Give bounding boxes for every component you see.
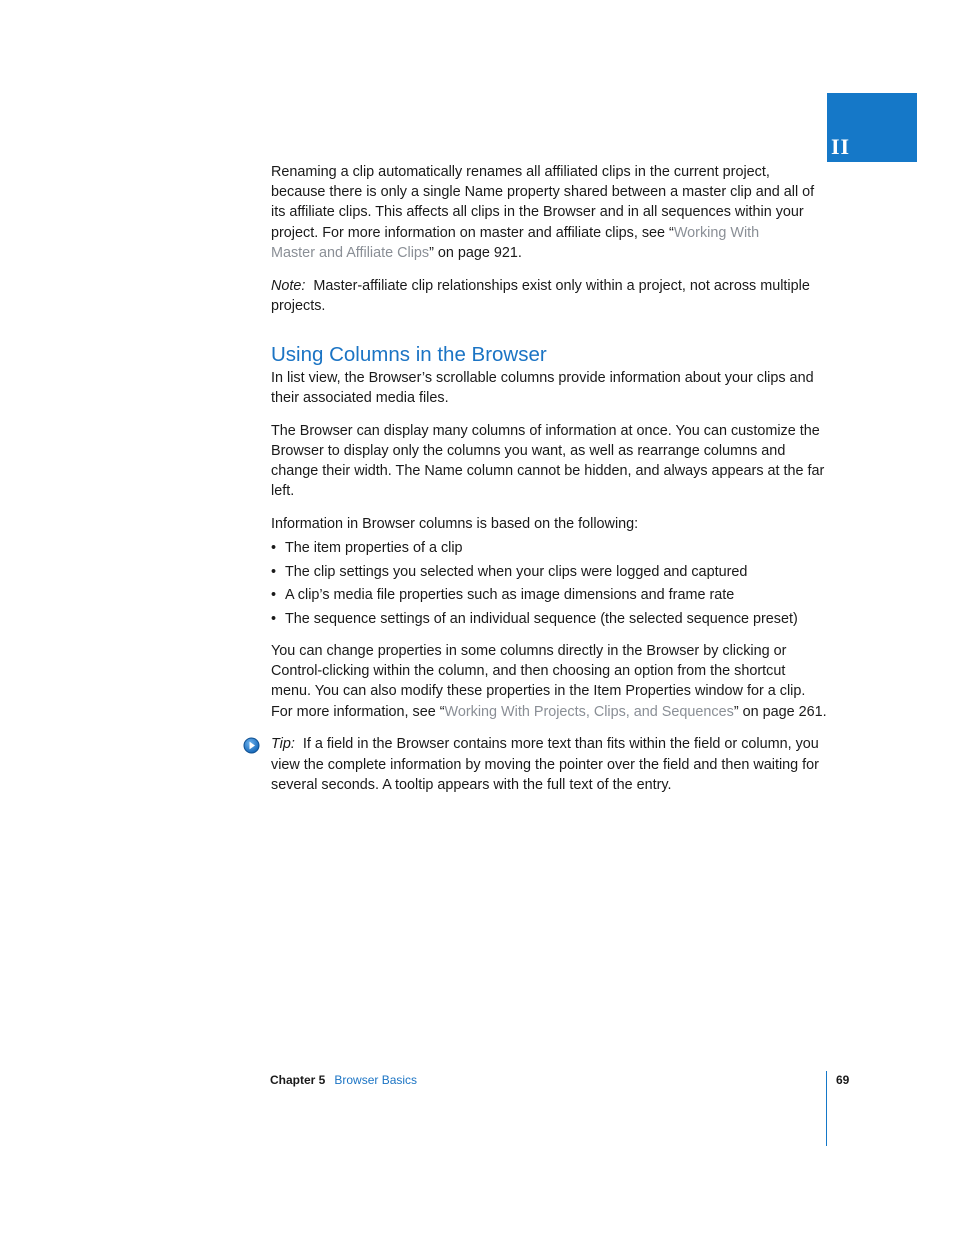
info-bullet-list [271, 538, 827, 629]
master-affiliate-link-2[interactable]: Master and Affiliate Clips [271, 244, 430, 261]
renaming-page-ref: ” on page 921. [429, 244, 522, 261]
bullet-item [271, 562, 827, 582]
bullet-mark: • [271, 610, 277, 627]
footer-chapter: Chapter 5 [270, 1073, 326, 1087]
bullet-text: The clip settings you selected when your clips were logged and captured [285, 563, 748, 580]
tip-label: Tip: [271, 736, 295, 753]
tip-block [271, 734, 827, 795]
bullet-text: The item properties of a clip [285, 540, 463, 557]
section-heading: Using Columns in the Browser [271, 342, 547, 366]
part-tab-label: II [831, 134, 851, 159]
part-tab [827, 93, 917, 162]
bullet-mark: • [271, 563, 277, 580]
bullet-item [271, 538, 827, 558]
bullet-text: The sequence settings of an individual sequence (the selected sequence preset) [285, 610, 798, 627]
bullet-item [271, 585, 827, 605]
info-paragraph: Information in Browser columns is based on the following: [271, 516, 639, 533]
renaming-text: Renaming a clip automatically renames all affiliated clips in the current project, because there is only a single Name property shared between a master clip and all of its affiliate clips. This affects all clips in the Browser and in all sequences within your project. For more information on master and affiliate clips, see “ [271, 164, 815, 241]
note-label: Note: [271, 277, 306, 294]
note-text: Master-affiliate clip relationships exist only within a project, not across multiple projects. [271, 277, 810, 314]
intro-paragraph: In list view, the Browser’s scrollable columns provide information about your clips and their associated media files. [271, 369, 814, 407]
note-paragraph [271, 276, 827, 316]
tip-text: If a field in the Browser contains more text than fits within the field or column, you view the complete information by moving the pointer over the field and then waiting for several seconds. A tooltip appears with the full text of the entry. [271, 736, 819, 793]
page-footer [270, 1072, 417, 1088]
master-affiliate-link-1[interactable]: Working With [673, 224, 760, 241]
bullet-text: A clip’s media file properties such as image dimensions and frame rate [285, 587, 735, 604]
play-arrow-icon [243, 737, 260, 754]
page-number: 69 [836, 1073, 850, 1087]
renaming-paragraph [271, 162, 827, 263]
tip-paragraph [271, 734, 827, 795]
bullet-mark: • [271, 587, 277, 604]
footer-divider [826, 1071, 827, 1146]
projects-clips-link[interactable]: Working With Projects, Clips, and Sequences [444, 703, 734, 720]
columns-paragraph: The Browser can display many columns of information at once. You can customize the Browser to display only the columns you want, as well as rearrange columns and change their width. The Name column cannot be hidden, and always appears at the far left. [271, 422, 825, 500]
bullet-item [271, 609, 827, 629]
properties-text: You can change properties in some columns directly in the Browser by clicking or Control-clicking within the column, and then choosing an option from the shortcut menu. You can also modify these properties in the Item Properties window for a clip. For more information, see “ [271, 643, 806, 720]
properties-page-ref: ” on page 261. [733, 703, 827, 720]
properties-paragraph [271, 641, 827, 722]
footer-chapter-title[interactable]: Browser Basics [334, 1073, 418, 1087]
bullet-mark: • [271, 540, 277, 557]
page-content [271, 162, 827, 807]
